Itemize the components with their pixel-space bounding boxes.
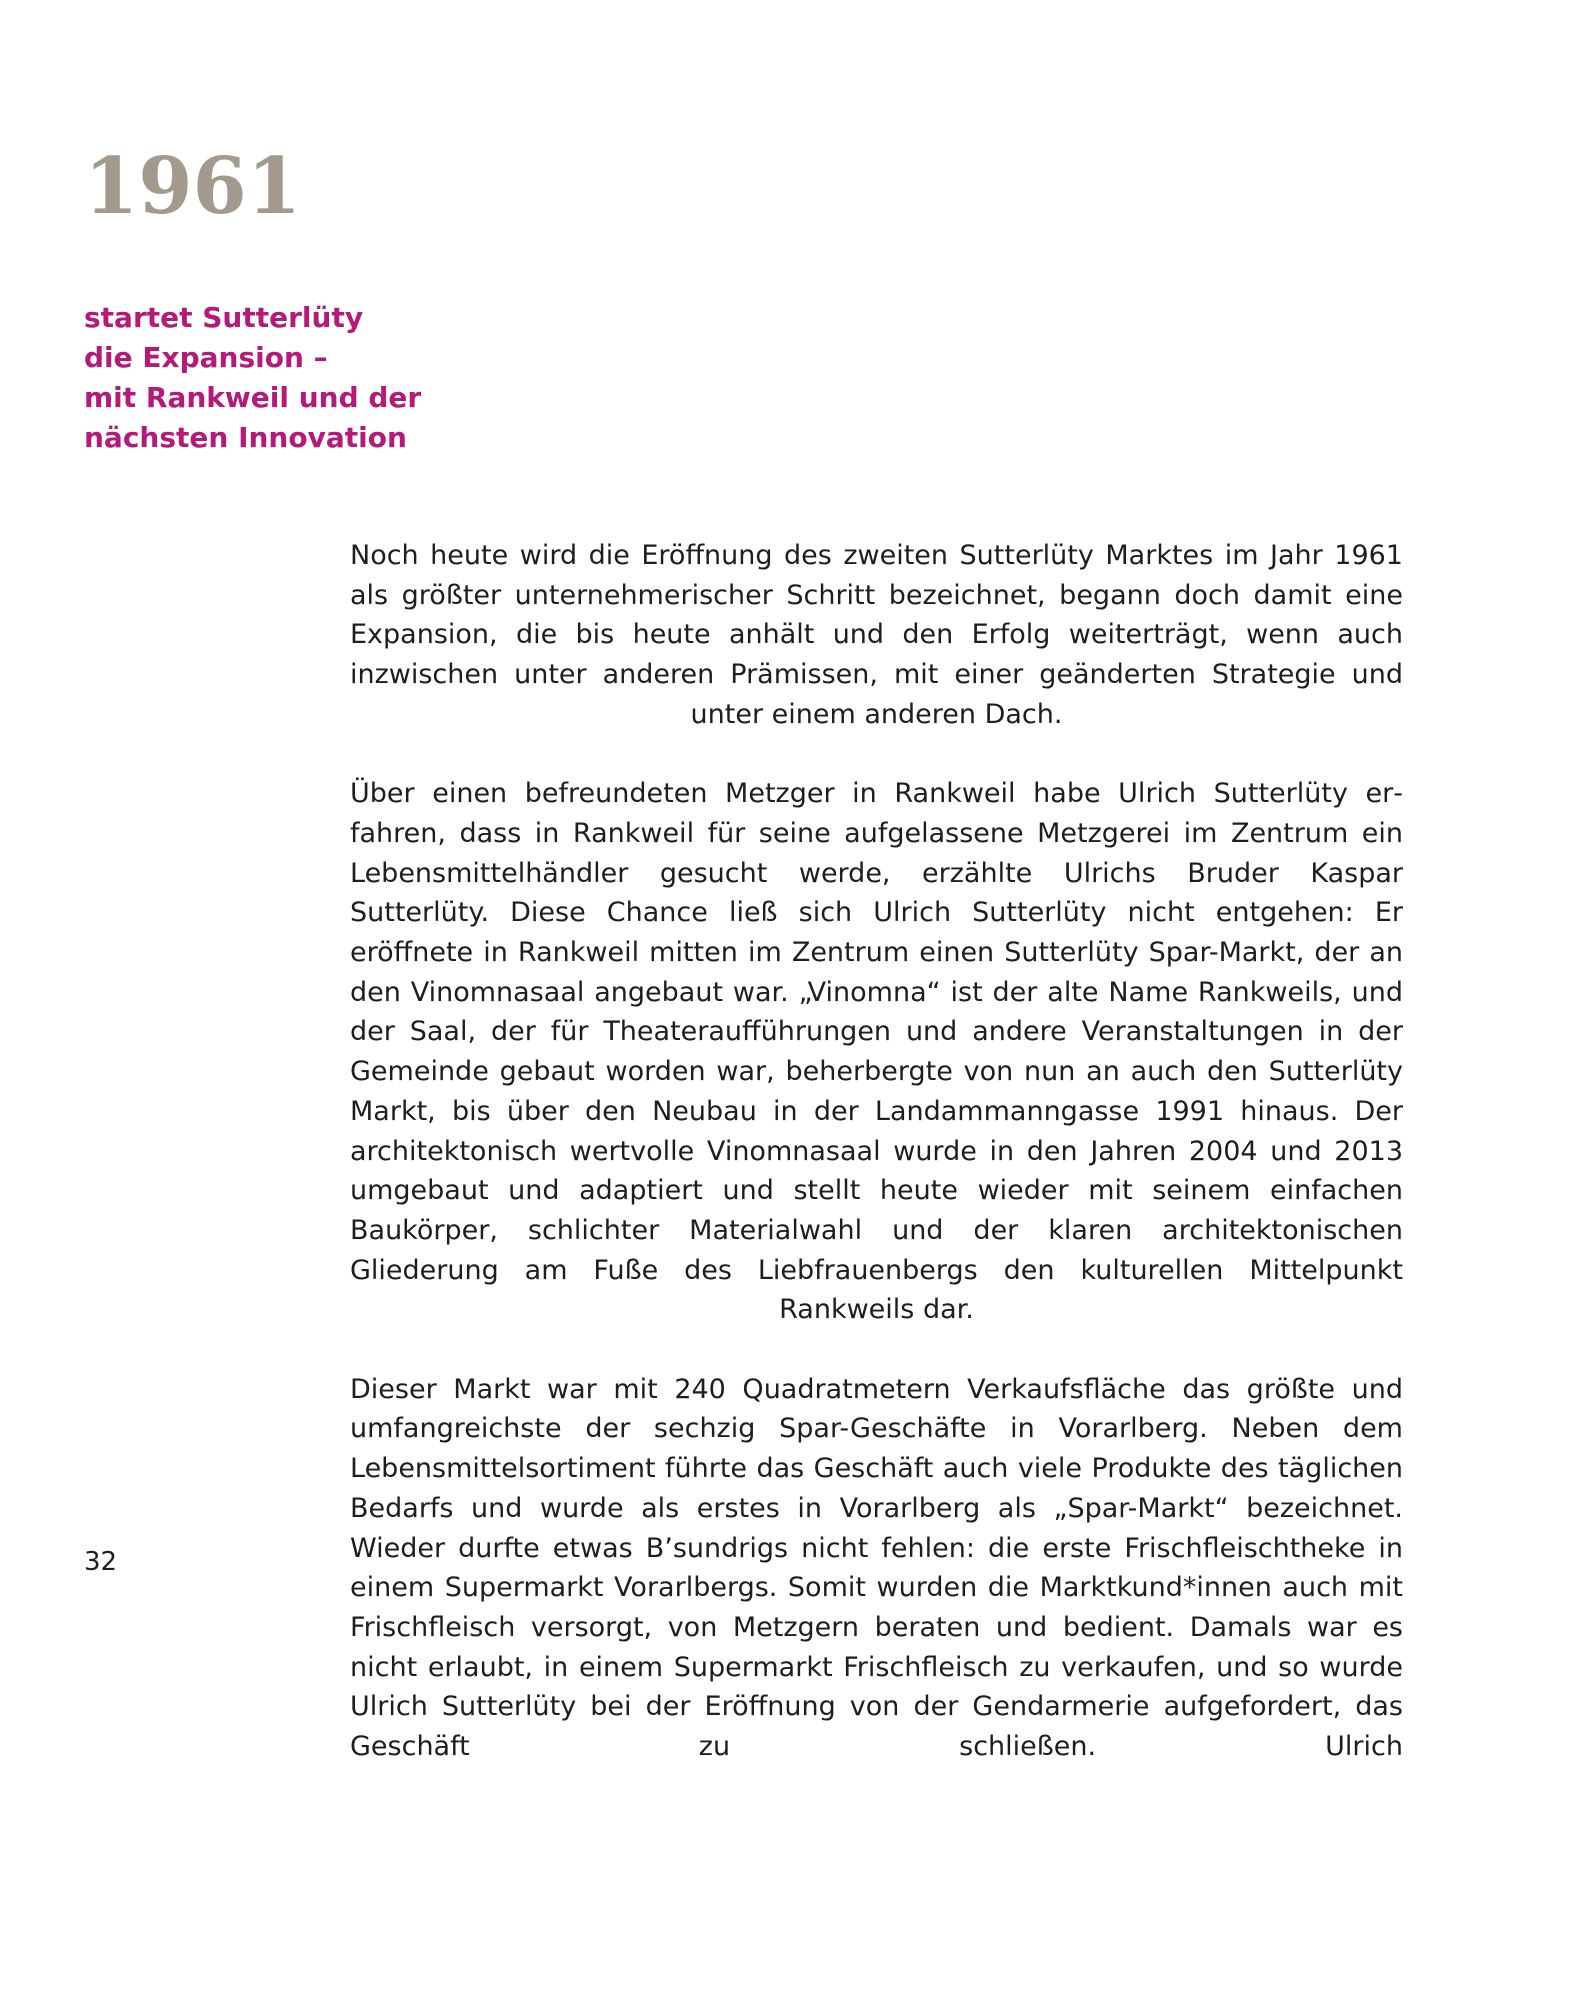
subtitle-line: startet Sutterlüty <box>84 301 364 334</box>
paragraph: Noch heute wird die Eröffnung des zweiten Sutterlüty Marktes im Jahr 1961 als größter unternehmerischer Schritt bezeichnet, begann doch damit eine Expansion, die bis heute anhält und den Erfolg weiterträgt, wenn auch inzwischen unter anderen Prämissen, mit einer geänderten Strategie und unter einem anderen Dach. <box>350 540 1403 730</box>
chapter-year: 1961 <box>84 141 302 232</box>
chapter-subtitle <box>84 298 444 458</box>
paragraph: Über einen befreundeten Metzger in Rankweil habe Ulrich Sutterlüty erfahren, dass in Rankweil für seine aufgelassene Metzgerei im Zentrum ein Lebensmittelhändler gesucht werde, erzählte Ulrichs Bruder Kaspar Sutterlüty. Diese Chance ließ sich Ulrich Sutterlüty nicht entgehen: Er eröffnete in Rankweil mitten im Zentrum einen Sutterlüty Spar-Markt, der an den Vinomnasaal angebaut war. „Vinomna“ ist der alte Name Rankweils, und der Saal, der für Theateraufführungen und andere Veranstaltungen in der Gemeinde gebaut worden war, beherbergte von nun an auch den Sutterlüty Markt, bis über den Neubau in der Landammanngasse 1991 hinaus. Der architektonisch wertvolle Vinomnasaal wurde in den Jahren 2004 und 2013 umgebaut und adaptiert und stellt heute wieder mit seinem einfachen Baukörper, schlichter Materialwahl und der klaren architektonischen Gliederung am Fuße des Liebfrauenbergs den kulturellen Mittelpunkt Rankweils dar. <box>350 778 1403 1326</box>
paragraph: Dieser Markt war mit 240 Quadratmetern Verkaufsfläche das größte und umfangreichste der sechzig Spar-Geschäfte in Vorarlberg. Neben dem Lebensmittelsortiment führte das Geschäft auch viele Produkte des täglichen Bedarfs und wurde als erstes in Vorarlberg als „Spar-Markt“ bezeichnet. Wieder durfte etwas B’sundrigs nicht fehlen: die erste Frischfleischtheke in einem Supermarkt Vorarlbergs. Somit wurden die Marktkund*innen auch mit Frischfleisch versorgt, von Metzgern beraten und bedient. Damals war es nicht erlaubt, in einem Supermarkt Frischfleisch zu verkaufen, und so wurde Ulrich Sutterlüty bei der Eröffnung von der Gendarmerie aufgefordert, das Geschäft zu schließen. Ulrich <box>350 1373 1403 1763</box>
page-number: 32 <box>84 1547 118 1577</box>
subtitle-line: die Expansion – <box>84 341 328 374</box>
subtitle-line: mit Rankweil und der <box>84 381 422 414</box>
body-text <box>350 536 1403 1767</box>
subtitle-line: nächsten Innovation <box>84 421 407 454</box>
